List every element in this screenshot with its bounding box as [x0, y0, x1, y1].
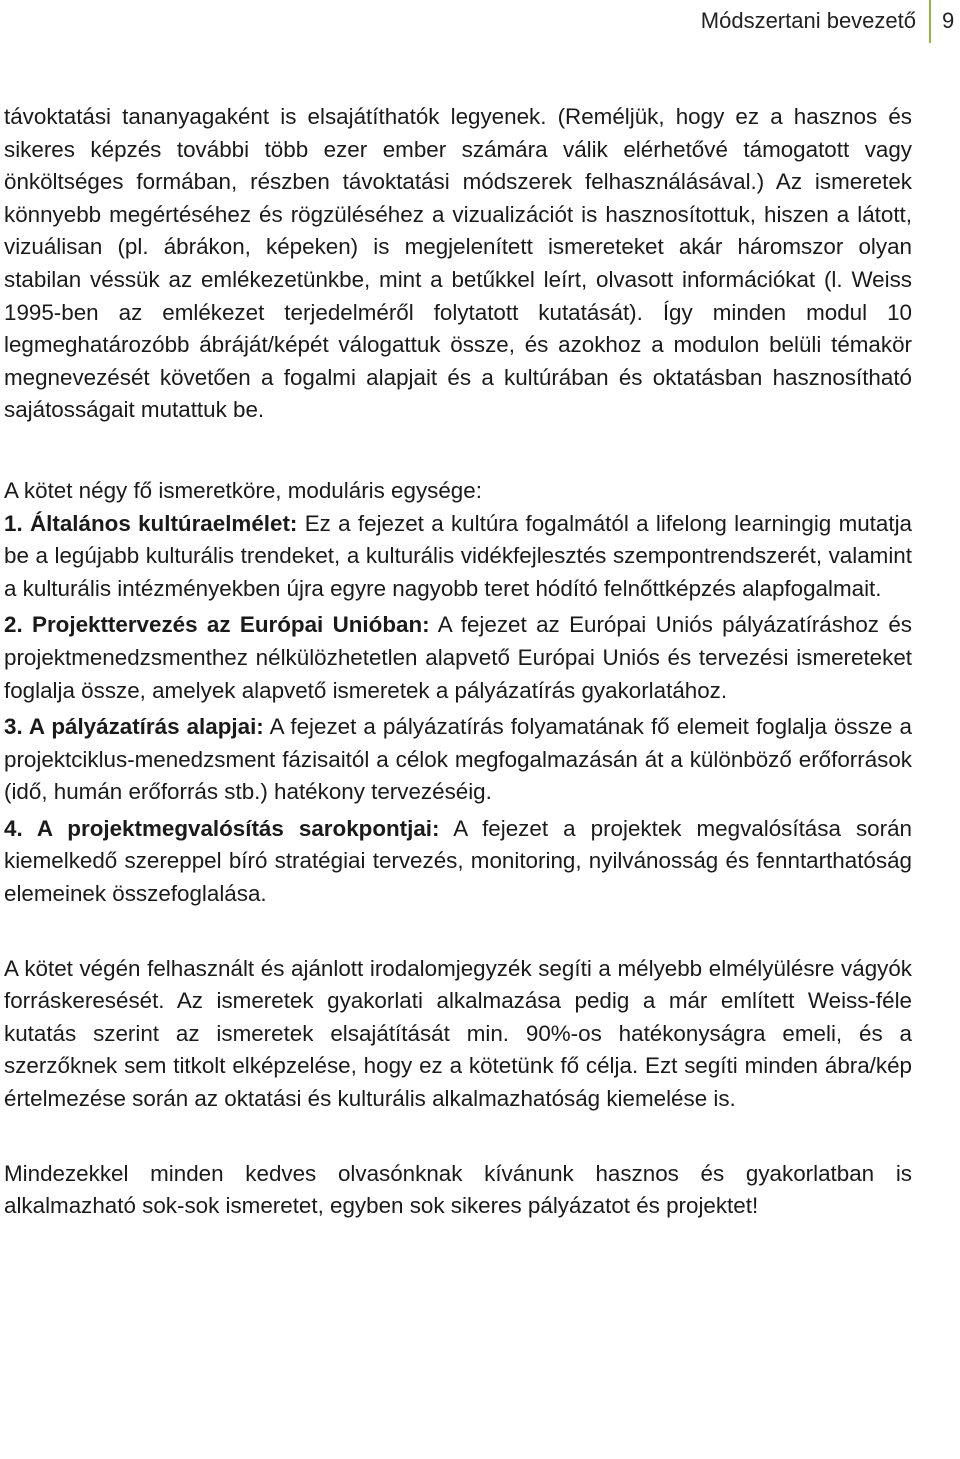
- closing-paragraph-2: Mindezekkel minden kedves olvasónknak kívánunk hasznos és gyakorlatban is alkalmazható sok-sok ismeretet, egyben sok sikeres pályázatot és projektet!: [4, 1160, 912, 1219]
- module-item-2: [4, 609, 912, 707]
- page-header: [0, 0, 960, 44]
- module-text: A fejezet a pályázatírás folyamatának fő elemeit foglalja össze a projektciklus-menedzsment fázisaitól a célok megfogalmazásán át a különböző erőforrások (idő, humán erőforrás stb.) hatékony tervezéséig.: [4, 714, 912, 805]
- page-body: [4, 101, 912, 1223]
- module-title: 1. Általános kultúraelmélet:: [4, 510, 298, 536]
- module-item-3: [4, 711, 912, 809]
- running-header-title: Módszertani bevezető: [700, 8, 916, 33]
- module-item-1: [4, 508, 912, 606]
- module-text: Ez a fejezet a kultúra fogalmától a lifelong learningig mutatja be a legújabb kulturális trendeket, a kulturális vidékfejlesztés szempontrendszerét, valamint a kulturális intézményekben újra egyre nagyobb teret hódító felnőttképzés alapfogalmait.: [4, 510, 913, 601]
- header-separator: [929, 0, 931, 43]
- page-number: 9: [942, 8, 955, 33]
- intro-paragraph: távoktatási tananyagaként is elsajátíthatók legyenek. (Reméljük, hogy ez a hasznos és sikeres képzés további több ezer ember számára válik elérhetővé támogatott vagy önköltséges formában, részben távoktatási módszerek felhasználásával.) Az ismeretek könnyebb megértéséhez és rögzüléséhez a vizualizációt is hasznosítottuk, hiszen a látott, vizuálisan (pl. ábrákon, képeken) is megjelenített ismereteket akár háromszor olyan stabilan véssük az emlékezetünkbe, mint a betűkkel leírt, olvasott információkat (l. Weiss 1995-ben az emlékezet terjedelméről folytatott kutatását). Így minden modul 10 legmeghatározóbb ábráját/képét válogattuk össze, és azokhoz a modulon belüli témakör megnevezését követően a fogalmi alapjait és a kultúrában és oktatásban hasznosítható sajátosságait mutattuk be.: [4, 104, 912, 423]
- module-text: A fejezet az Európai Uniós pályázatíráshoz és projektmenedzsmenthez nélkülözhetetlen alapvető Európai Uniós és tervezési ismereteket foglalja össze, amelyek alapvető ismeretek a pályázatírás gyakorlatához.: [4, 612, 912, 703]
- module-text: A fejezet a projektek megvalósítása során kiemelkedő szereppel bíró stratégiai tervezés, monitoring, nyilvánosság és fenntarthatóság elemeinek összefoglalása.: [4, 815, 912, 907]
- module-title: 3. A pályázatírás alapjai:: [4, 714, 264, 740]
- modules-intro: A kötet négy fő ismeretköre, moduláris egysége:: [4, 477, 482, 503]
- closing-paragraph-1: A kötet végén felhasznált és ajánlott irodalomjegyzék segíti a mélyebb elmélyülésre vágyók forráskeresését. Az ismeretek gyakorlati alkalmazása pedig a már említett Weiss-féle kutatás szerint az ismeretek elsajátítását min. 90%-os hatékonyságra emeli, és a szerzőknek sem titkolt elképzelése, hogy ez a kötetünk fő célja. Ezt segíti minden ábra/kép értelmezése során az oktatási és kulturális alkalmazhatóság kiemelése is.: [4, 955, 912, 1112]
- module-title: 2. Projekttervezés az Európai Unióban:: [4, 612, 430, 638]
- module-title: 4. A projektmegvalósítás sarokpontjai:: [4, 815, 440, 841]
- module-item-4: [4, 813, 912, 911]
